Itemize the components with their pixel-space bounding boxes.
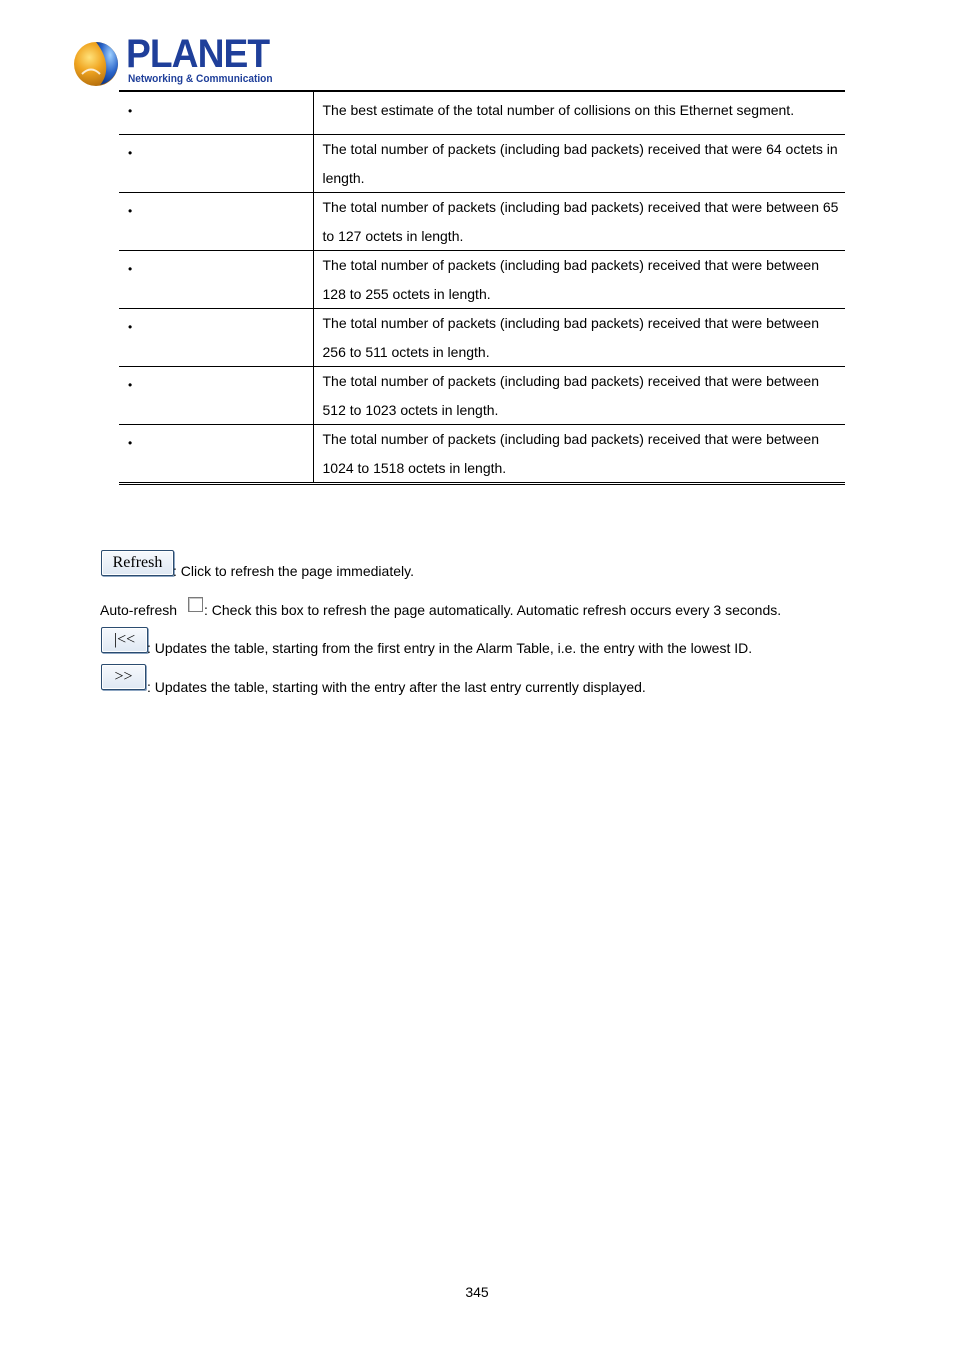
bullet-icon: • xyxy=(128,104,133,118)
next-page-button[interactable]: >> xyxy=(101,664,146,690)
bullet-icon: • xyxy=(128,320,133,334)
auto-refresh-description: : Check this box to refresh the page automatically. Automatic refresh occurs every 3 seconds. xyxy=(204,602,782,618)
row-description: The total number of packets (including bad packets) received that were between 512 to 1023 octets in length. xyxy=(313,367,845,425)
table-row xyxy=(119,91,845,135)
first-page-button[interactable]: |<< xyxy=(101,627,148,653)
logo-wordmark: PLANET xyxy=(126,32,270,76)
planet-logo xyxy=(72,32,273,90)
row-description: The total number of packets (including bad packets) received that were 64 octets in length. xyxy=(313,135,845,193)
page-number: 345 xyxy=(465,1284,489,1300)
row-description: The best estimate of the total number of collisions on this Ethernet segment. xyxy=(313,91,845,135)
table-row xyxy=(119,251,845,309)
row-description: The total number of packets (including bad packets) received that were between 128 to 255 octets in length. xyxy=(313,251,845,309)
row-description: The total number of packets (including bad packets) received that were between 256 to 511 octets in length. xyxy=(313,309,845,367)
counter-description-table xyxy=(119,90,845,485)
first-page-description: : Updates the table, starting from the first entry in the Alarm Table, i.e. the entry with the lowest ID. xyxy=(147,640,753,656)
table-row xyxy=(119,135,845,193)
logo-tagline: Networking & Communication xyxy=(128,73,273,85)
bullet-icon: • xyxy=(128,204,133,218)
refresh-description: : Click to refresh the page immediately. xyxy=(173,563,414,579)
bullet-icon: • xyxy=(128,436,133,450)
row-description: The total number of packets (including bad packets) received that were between 1024 to 1518 octets in length. xyxy=(313,425,845,484)
bullet-icon: • xyxy=(128,146,133,160)
refresh-button[interactable]: Refresh xyxy=(101,550,174,576)
auto-refresh-checkbox[interactable] xyxy=(188,597,203,612)
row-description: The total number of packets (including bad packets) received that were between 65 to 127 octets in length. xyxy=(313,193,845,251)
globe-icon xyxy=(72,38,122,88)
bullet-icon: • xyxy=(128,378,133,392)
table-row xyxy=(119,367,845,425)
bullet-icon: • xyxy=(128,262,133,276)
next-page-description: : Updates the table, starting with the entry after the last entry currently displayed. xyxy=(147,679,646,695)
auto-refresh-label: Auto-refresh xyxy=(100,602,178,618)
table-row xyxy=(119,193,845,251)
table-row xyxy=(119,425,845,484)
table-row xyxy=(119,309,845,367)
